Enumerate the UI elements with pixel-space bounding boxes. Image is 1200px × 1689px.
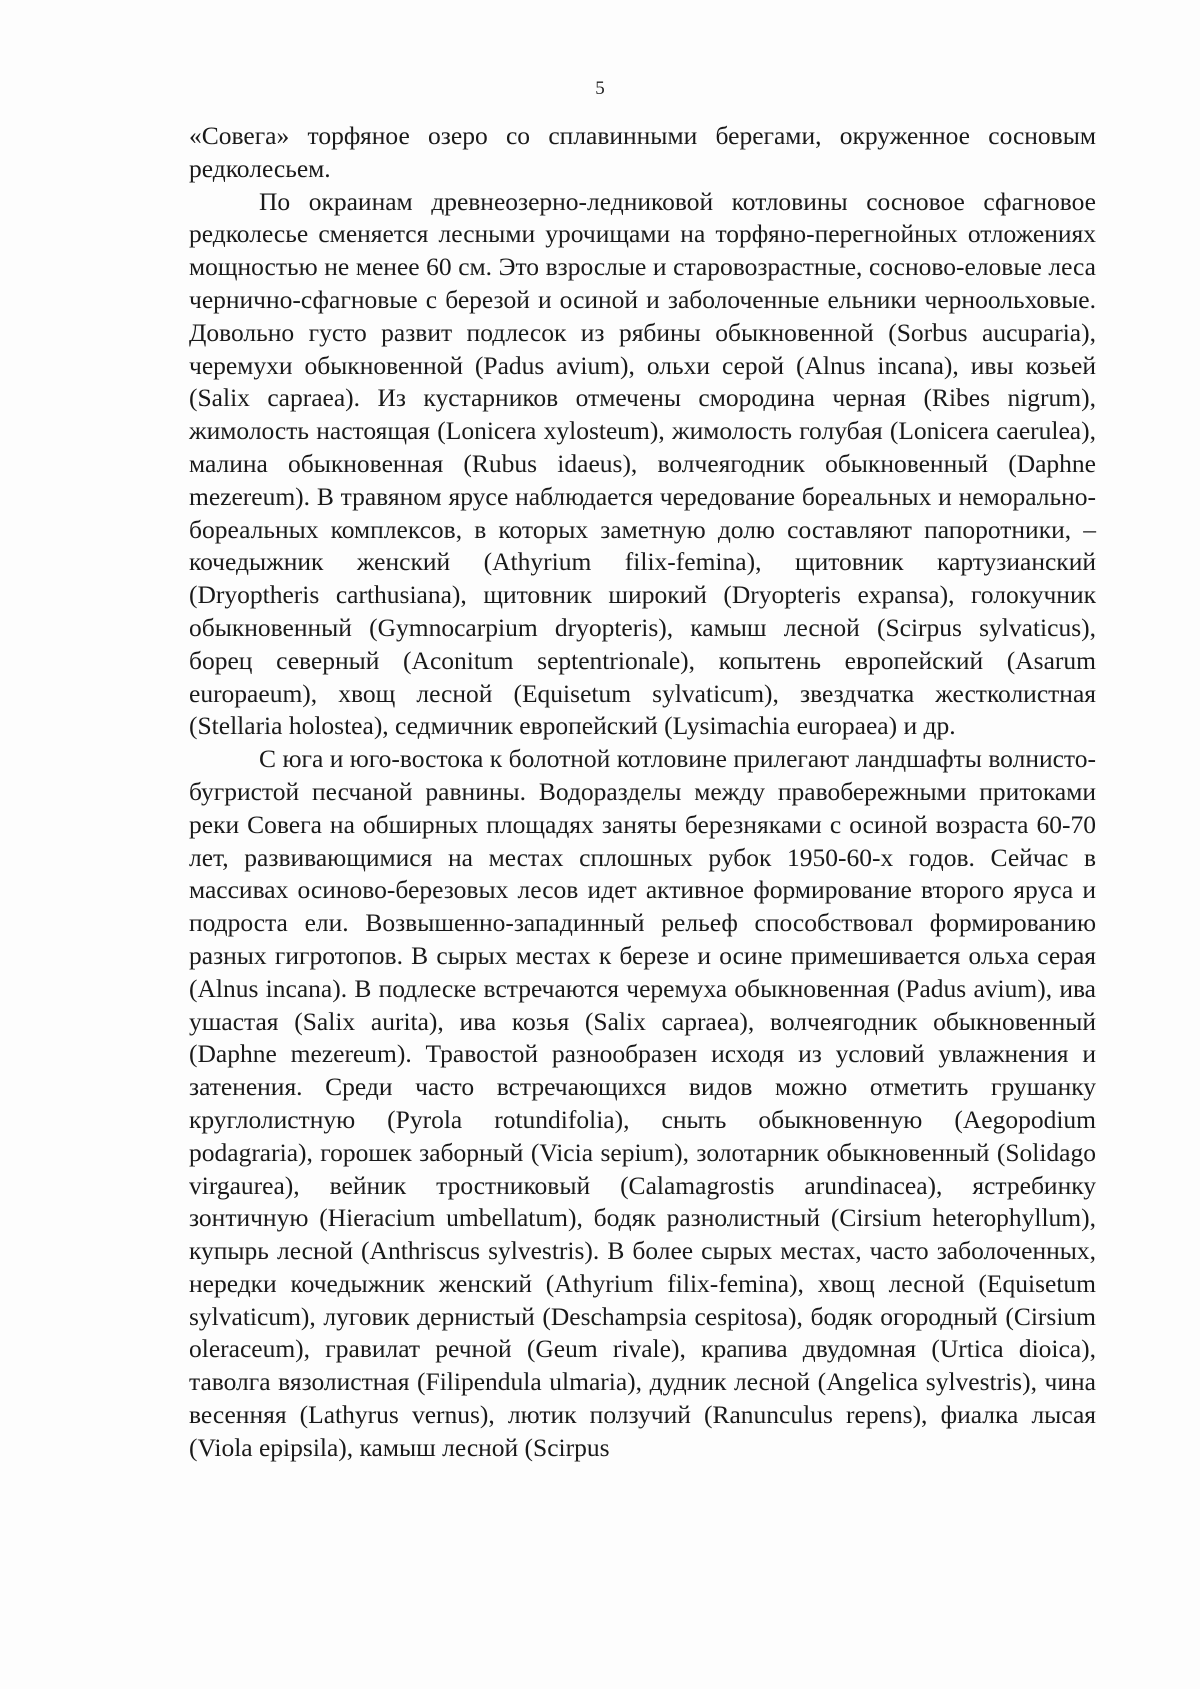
- paragraph-lake-description: «Совега» торфяное озеро со сплавинными берегами, окруженное сосновым редколесьем.: [189, 121, 1096, 183]
- page-number: 5: [595, 78, 605, 99]
- paragraph-sandy-plain: С юга и юго-востока к болотной котловине прилегают ландшафты волнисто-бугристой песчаной равнины. Водоразделы между правобережными притоками реки Совега на обширных площадях заняты березняками с осиной возраста 60-70 лет, развивающимися на местах сплошных рубок 1950-60-х годов. Сейчас в массивах осиново-березовых лесов идет активное формирование второго яруса и подроста ели. Возвышенно-западинный рельеф способствовал формированию разных гигротопов. В сырых местах к березе и осине примешивается ольха серая (Alnus incana). В подлеске встречаются черемуха обыкновенная (Padus avium), ива ушастая (Salix aurita), ива козья (Salix capraea), волчеягодник обыкновенный (Daphne mezereum). Травостой разнообразен исходя из условий увлажнения и затенения. Среди часто встречающихся видов можно отметить грушанку круглолистную (Pyrola rotundifolia), сныть обыкновенную (Aegopodium podagraria), горошек заборный (Vicia sepium), золотарник обыкновенный (Solidago virgaurea), вейник тростниковый (Calamagrostis arundinacea), ястребинку зонтичную (Hieracium umbellatum), бодяк разнолистный (Cirsium heterophyllum), купырь лесной (Anthriscus sylvestris). В более сырых местах, часто заболоченных, нередки кочедыжник женский (Athyrium filix-femina), хвощ лесной (Equisetum sylvaticum), луговик дернистый (Deschampsia cespitosa), бодяк огородный (Cirsium oleraceum), гравилат речной (Geum rivale), крапива двудомная (Urtica dioica), таволга вязолистная (Filipendula ulmaria), дудник лесной (Angelica sylvestris), чина весенняя (Lathyrus vernus), лютик ползучий (Ranunculus repens), фиалка лысая (Viola epipsila), камыш лесной (Scirpus: [189, 744, 1096, 1462]
- document-body: [189, 120, 1096, 1465]
- paragraph-forest-tracts: По окраинам древнеозерно-ледниковой котловины сосновое сфагновое редколесье сменяется лесными урочищами на торфяно-перегнойных отложениях мощностью не менее 60 см. Это взрослые и старовозрастные, сосново-еловые леса чернично-сфагновые с березой и осиной и заболоченные ельники черноольховые. Довольно густо развит подлесок из рябины обыкновенной (Sorbus aucuparia), черемухи обыкновенной (Padus avium), ольхи серой (Alnus incana), ивы козьей (Salix capraea). Из кустарников отмечены смородина черная (Ribes nigrum), жимолость настоящая (Lonicera xylosteum), жимолость голубая (Lonicera caerulea), малина обыкновенная (Rubus idaeus), волчеягодник обыкновенный (Daphne mezereum). В травяном ярусе наблюдается чередование бореальных и неморально-бореальных комплексов, в которых заметную долю составляют папоротники, – кочедыжник женский (Athyrium filix-femina), щитовник картузианский (Dryoptheris carthusiana), щитовник широкий (Dryopteris expansa), голокучник обыкновенный (Gymnocarpium dryopteris), камыш лесной (Scirpus sylvaticus), борец северный (Aconitum septentrionale), копытень европейский (Asarum europaeum), хвощ лесной (Equisetum sylvaticum), звездчатка жестколистная (Stellaria holostea), седмичник европейский (Lysimachia europaea) и др.: [189, 186, 1096, 741]
